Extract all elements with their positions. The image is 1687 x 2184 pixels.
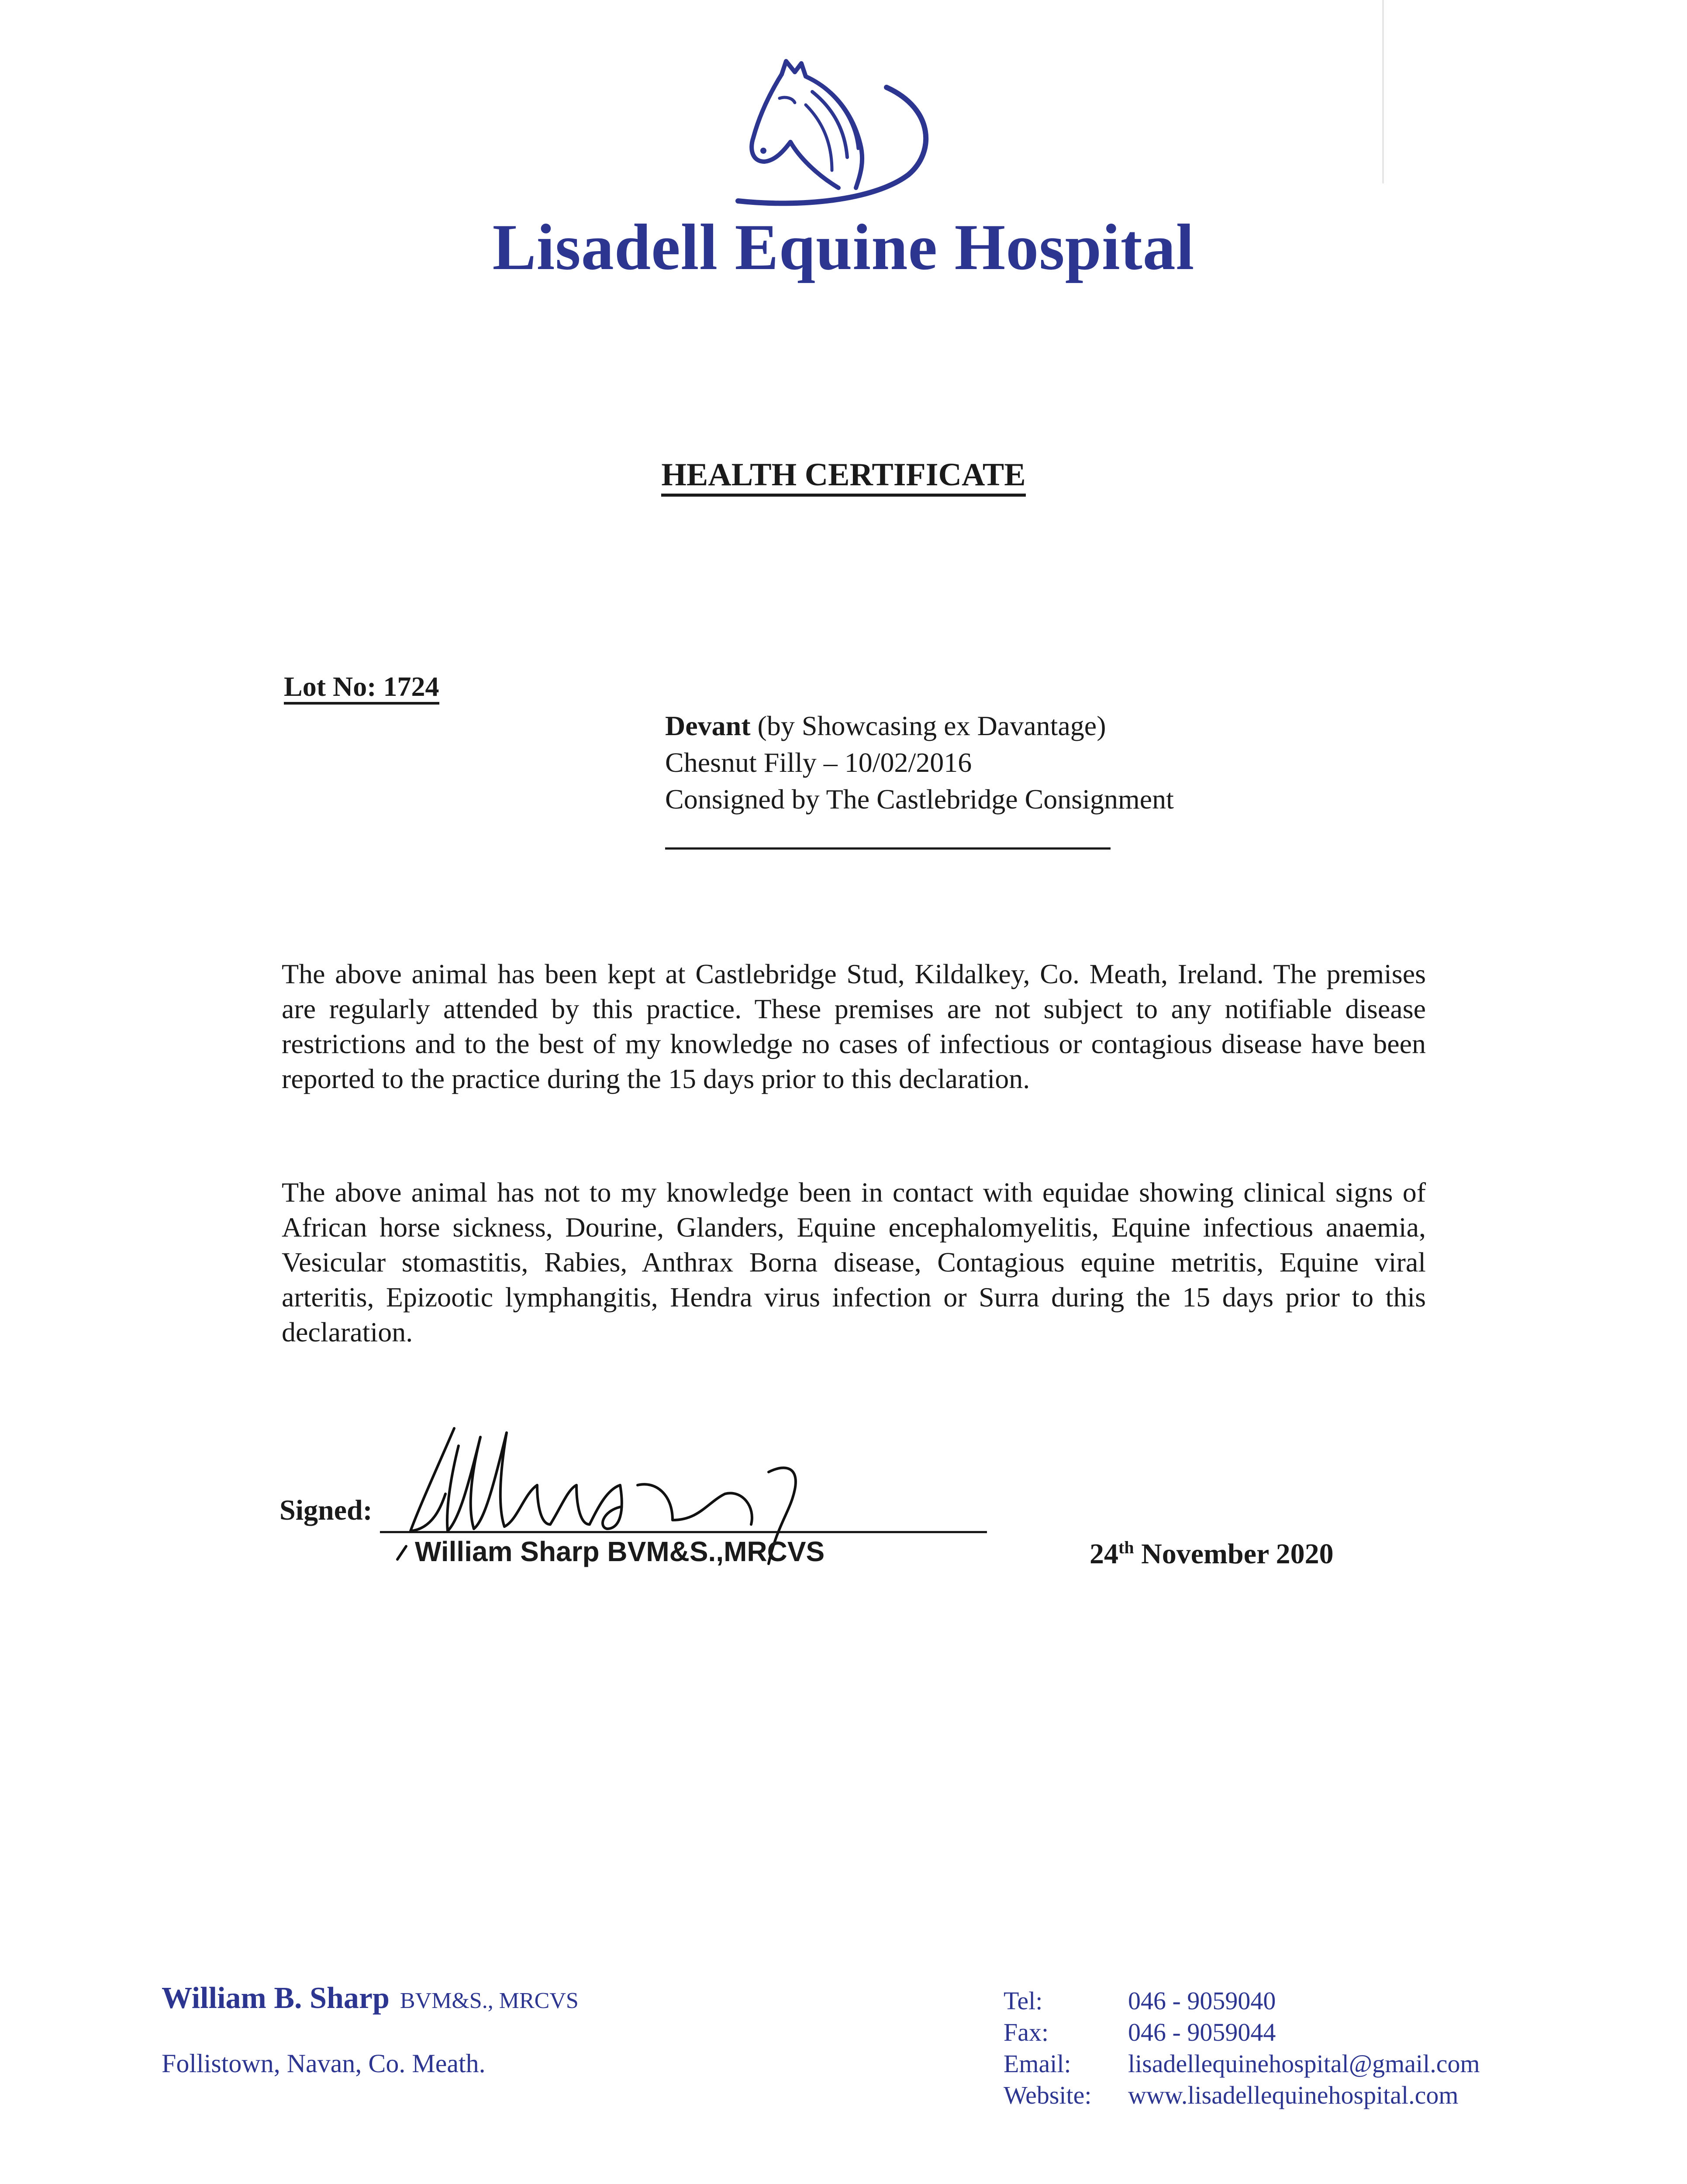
footer-contacts [1004, 1985, 1480, 2111]
lot-number: Lot No: 1724 [284, 670, 439, 703]
signature-date: 24th November 2020 [1090, 1538, 1334, 1570]
footer-credentials: BVM&S., MRCVS [400, 1988, 579, 2013]
horse-consignor: Consigned by The Castlebridge Consignment [665, 784, 1174, 815]
contact-fax: Fax: 046 - 9059044 [1004, 2017, 1480, 2048]
horse-head-icon [729, 57, 939, 218]
fax-value: 046 - 9059044 [1128, 2018, 1276, 2046]
signed-label: Signed: [279, 1494, 373, 1526]
horse-name: Devant [665, 710, 751, 741]
footer-address: Follistown, Navan, Co. Meath. [162, 2049, 486, 2078]
website-value: www.lisadellequinehospital.com [1128, 2081, 1459, 2109]
signer-name: William Sharp BVM&S.,MRCVS [415, 1536, 825, 1567]
contact-tel: Tel: 046 - 9059040 [1004, 1985, 1480, 2017]
declaration-paragraph-2: The above animal has not to my knowledge been in contact with equidae showing clinical signs of African horse sickness, Dourine, Glanders, Equine encephalomyelitis, Equine infectious anaemia, Vesicular stomastitis, Rabies, Anthrax Borna disease, Contagious equine metritis, Equine viral arteritis, Epizootic lymphangitis, Hendra virus infection or Surra during the 15 days prior to this declaration. [282, 1177, 1426, 1348]
horse-description: Chesnut Filly – 10/02/2016 [665, 747, 972, 778]
horse-name-line [665, 708, 1174, 744]
footer-vet-name: William B. Sharp BVM&S., MRCVS [162, 1981, 579, 2015]
horse-divider [665, 847, 1111, 850]
scan-edge-line [1382, 0, 1384, 183]
contact-website: Website: www.lisadellequinehospital.com [1004, 2080, 1480, 2111]
horse-pedigree: (by Showcasing ex Davantage) [757, 710, 1106, 741]
horse-details [665, 708, 1174, 818]
tel-value: 046 - 9059040 [1128, 1987, 1276, 2015]
declaration-paragraph-1: The above animal has been kept at Castlebridge Stud, Kildalkey, Co. Meath, Ireland. The premises are regularly attended by this practice. These premises are not subject to any notifiable disease restrictions and to the best of my knowledge no cases of infectious or contagious disease have been reported to the practice during the 15 days prior to this declaration. [282, 958, 1426, 1094]
document-title: HEALTH CERTIFICATE [0, 456, 1687, 494]
hospital-name: Lisadell Equine Hospital [492, 211, 1195, 283]
email-value: lisadellequinehospital@gmail.com [1128, 2049, 1480, 2078]
contact-email: Email: lisadellequinehospital@gmail.com [1004, 2048, 1480, 2080]
